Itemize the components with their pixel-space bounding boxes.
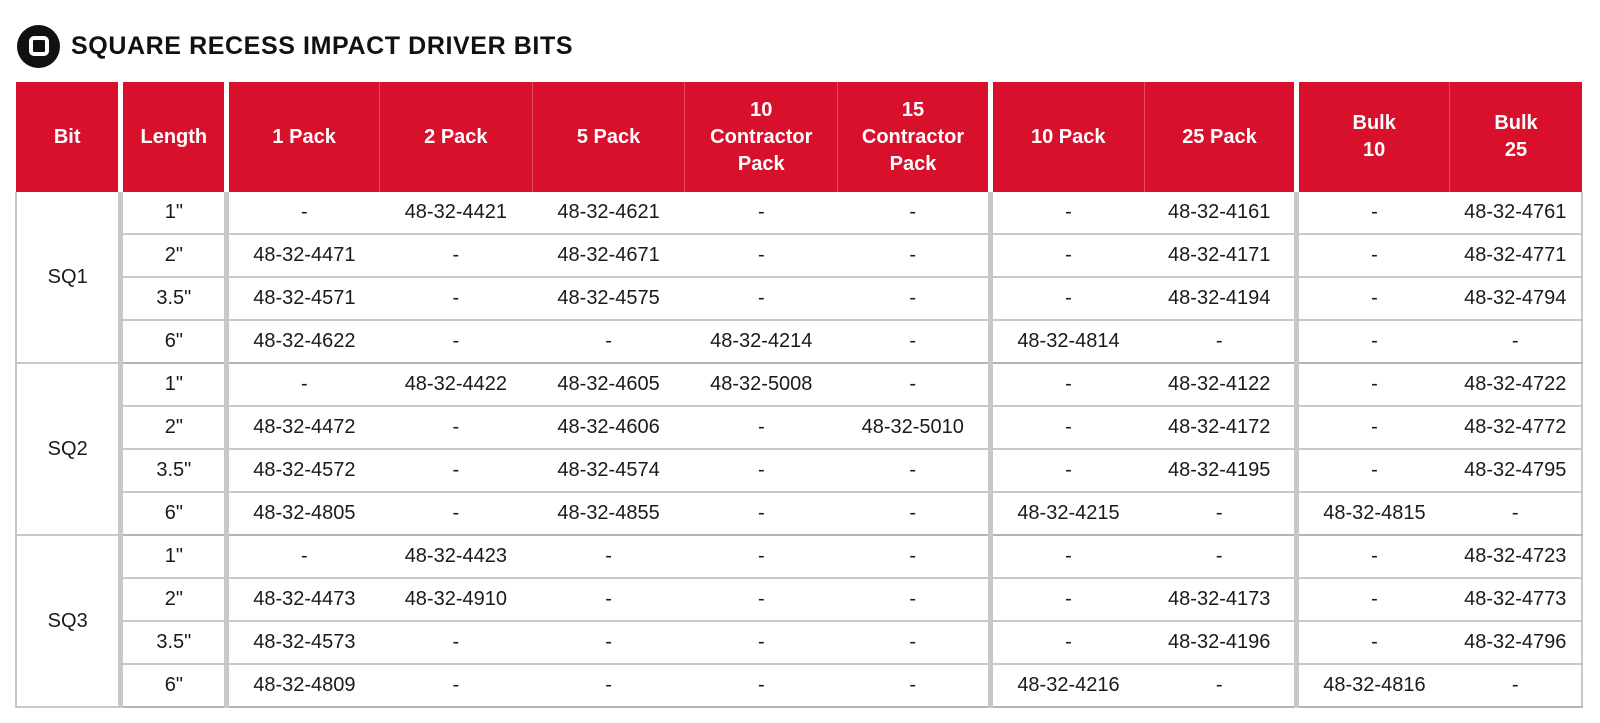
cell-length: 6" [121,320,227,363]
cell-25-pack: 48-32-4172 [1144,406,1297,449]
cell-bulk-10: - [1297,621,1450,664]
header-bit: Bit [16,82,121,192]
cell-15-contractor-pack: - [838,578,991,621]
cell-10-pack: - [990,621,1144,664]
cell-25-pack: - [1144,492,1297,535]
cell-length: 3.5" [121,449,227,492]
bit-cell: SQ1 [16,192,121,363]
cell-2-pack: - [379,449,532,492]
cell-10-contractor-pack: - [685,234,838,277]
cell-15-contractor-pack: - [838,363,991,406]
cell-bulk-25: - [1450,664,1582,707]
table-header [16,82,1582,192]
header-2-pack: 2 Pack [379,82,532,192]
cell-15-contractor-pack: - [838,192,991,234]
cell-length: 1" [121,535,227,578]
cell-bulk-10: - [1297,192,1450,234]
cell-5-pack: 48-32-4575 [532,277,685,320]
cell-10-pack: 48-32-4215 [990,492,1144,535]
cell-2-pack: - [379,406,532,449]
cell-25-pack: - [1144,320,1297,363]
table-row [16,192,1582,234]
cell-25-pack: 48-32-4173 [1144,578,1297,621]
cell-10-pack: - [990,535,1144,578]
cell-1-pack: 48-32-4571 [227,277,380,320]
cell-5-pack: - [532,320,685,363]
cell-2-pack: 48-32-4910 [379,578,532,621]
cell-1-pack: - [227,192,380,234]
cell-15-contractor-pack: - [838,320,991,363]
cell-10-contractor-pack: - [685,664,838,707]
cell-25-pack: 48-32-4161 [1144,192,1297,234]
cell-25-pack: - [1144,535,1297,578]
cell-2-pack: 48-32-4423 [379,535,532,578]
table-row [16,578,1582,621]
bits-table [15,82,1583,708]
cell-5-pack: - [532,578,685,621]
cell-bulk-25: 48-32-4794 [1450,277,1582,320]
cell-15-contractor-pack: - [838,492,991,535]
cell-25-pack: - [1144,664,1297,707]
table-row [16,664,1582,707]
cell-1-pack: 48-32-4573 [227,621,380,664]
cell-25-pack: 48-32-4171 [1144,234,1297,277]
cell-1-pack: 48-32-4622 [227,320,380,363]
cell-length: 6" [121,664,227,707]
cell-25-pack: 48-32-4196 [1144,621,1297,664]
table-row [16,621,1582,664]
cell-5-pack: 48-32-4605 [532,363,685,406]
table-row [16,320,1582,363]
cell-10-contractor-pack: - [685,492,838,535]
cell-25-pack: 48-32-4122 [1144,363,1297,406]
bit-cell: SQ3 [16,535,121,707]
cell-2-pack: - [379,492,532,535]
cell-bulk-10: - [1297,578,1450,621]
header-bulk-10: Bulk 10 [1297,82,1450,192]
cell-25-pack: 48-32-4195 [1144,449,1297,492]
cell-10-contractor-pack: 48-32-5008 [685,363,838,406]
cell-5-pack: 48-32-4574 [532,449,685,492]
cell-bulk-10: 48-32-4815 [1297,492,1450,535]
cell-1-pack: 48-32-4472 [227,406,380,449]
cell-10-pack: - [990,449,1144,492]
cell-10-pack: - [990,578,1144,621]
cell-length: 3.5" [121,621,227,664]
cell-bulk-10: 48-32-4816 [1297,664,1450,707]
cell-bulk-25: 48-32-4761 [1450,192,1582,234]
cell-bulk-10: - [1297,406,1450,449]
cell-bulk-10: - [1297,363,1450,406]
cell-length: 6" [121,492,227,535]
cell-2-pack: - [379,621,532,664]
table-row [16,277,1582,320]
cell-1-pack: 48-32-4471 [227,234,380,277]
cell-10-contractor-pack: 48-32-4214 [685,320,838,363]
cell-5-pack: 48-32-4671 [532,234,685,277]
cell-bulk-10: - [1297,535,1450,578]
square-shape [29,36,49,56]
cell-10-pack: 48-32-4814 [990,320,1144,363]
cell-2-pack: - [379,234,532,277]
cell-1-pack: - [227,535,380,578]
cell-10-pack: - [990,406,1144,449]
table-row [16,492,1582,535]
table-row [16,449,1582,492]
cell-10-contractor-pack: - [685,449,838,492]
header-10-pack: 10 Pack [990,82,1144,192]
header-15-contractor-pack: 15 Contractor Pack [838,82,991,192]
table-row [16,535,1582,578]
cell-length: 3.5" [121,277,227,320]
cell-10-pack: - [990,363,1144,406]
cell-10-contractor-pack: - [685,277,838,320]
cell-bulk-25: 48-32-4723 [1450,535,1582,578]
cell-10-contractor-pack: - [685,578,838,621]
cell-5-pack: 48-32-4621 [532,192,685,234]
page-title: SQUARE RECESS IMPACT DRIVER BITS [71,31,574,60]
cell-2-pack: - [379,320,532,363]
cell-15-contractor-pack: - [838,277,991,320]
cell-2-pack: 48-32-4422 [379,363,532,406]
cell-2-pack: - [379,664,532,707]
cell-length: 1" [121,363,227,406]
cell-bulk-10: - [1297,277,1450,320]
cell-bulk-10: - [1297,320,1450,363]
cell-length: 2" [121,406,227,449]
cell-bulk-25: 48-32-4771 [1450,234,1582,277]
cell-15-contractor-pack: - [838,449,991,492]
table-row [16,234,1582,277]
cell-1-pack: - [227,363,380,406]
cell-15-contractor-pack: - [838,535,991,578]
header-1-pack: 1 Pack [227,82,380,192]
cell-bulk-25: 48-32-4772 [1450,406,1582,449]
cell-15-contractor-pack: - [838,621,991,664]
cell-10-pack: 48-32-4216 [990,664,1144,707]
square-recess-icon [17,25,60,68]
header-bulk-25: Bulk 25 [1450,82,1582,192]
cell-bulk-10: - [1297,234,1450,277]
cell-10-contractor-pack: - [685,192,838,234]
header-25-pack: 25 Pack [1144,82,1297,192]
cell-bulk-25: - [1450,320,1582,363]
table-body [16,192,1582,707]
cell-5-pack: 48-32-4855 [532,492,685,535]
cell-15-contractor-pack: - [838,664,991,707]
cell-bulk-25: - [1450,492,1582,535]
cell-15-contractor-pack: - [838,234,991,277]
table-row [16,363,1582,406]
cell-1-pack: 48-32-4572 [227,449,380,492]
cell-bulk-25: 48-32-4773 [1450,578,1582,621]
cell-2-pack: - [379,277,532,320]
cell-25-pack: 48-32-4194 [1144,277,1297,320]
cell-10-contractor-pack: - [685,621,838,664]
cell-bulk-25: 48-32-4795 [1450,449,1582,492]
cell-1-pack: 48-32-4805 [227,492,380,535]
cell-10-pack: - [990,192,1144,234]
header-5-pack: 5 Pack [532,82,685,192]
cell-bulk-25: 48-32-4796 [1450,621,1582,664]
title-row [17,24,573,68]
cell-1-pack: 48-32-4473 [227,578,380,621]
bit-cell: SQ2 [16,363,121,535]
cell-1-pack: 48-32-4809 [227,664,380,707]
cell-5-pack: - [532,621,685,664]
cell-10-contractor-pack: - [685,535,838,578]
cell-5-pack: 48-32-4606 [532,406,685,449]
cell-length: 2" [121,578,227,621]
header-10-contractor-pack: 10 Contractor Pack [685,82,838,192]
cell-10-pack: - [990,277,1144,320]
cell-length: 2" [121,234,227,277]
header-length: Length [121,82,227,192]
cell-10-contractor-pack: - [685,406,838,449]
cell-5-pack: - [532,664,685,707]
cell-15-contractor-pack: 48-32-5010 [838,406,991,449]
cell-10-pack: - [990,234,1144,277]
cell-length: 1" [121,192,227,234]
cell-bulk-10: - [1297,449,1450,492]
cell-bulk-25: 48-32-4722 [1450,363,1582,406]
cell-2-pack: 48-32-4421 [379,192,532,234]
table-row [16,406,1582,449]
cell-5-pack: - [532,535,685,578]
